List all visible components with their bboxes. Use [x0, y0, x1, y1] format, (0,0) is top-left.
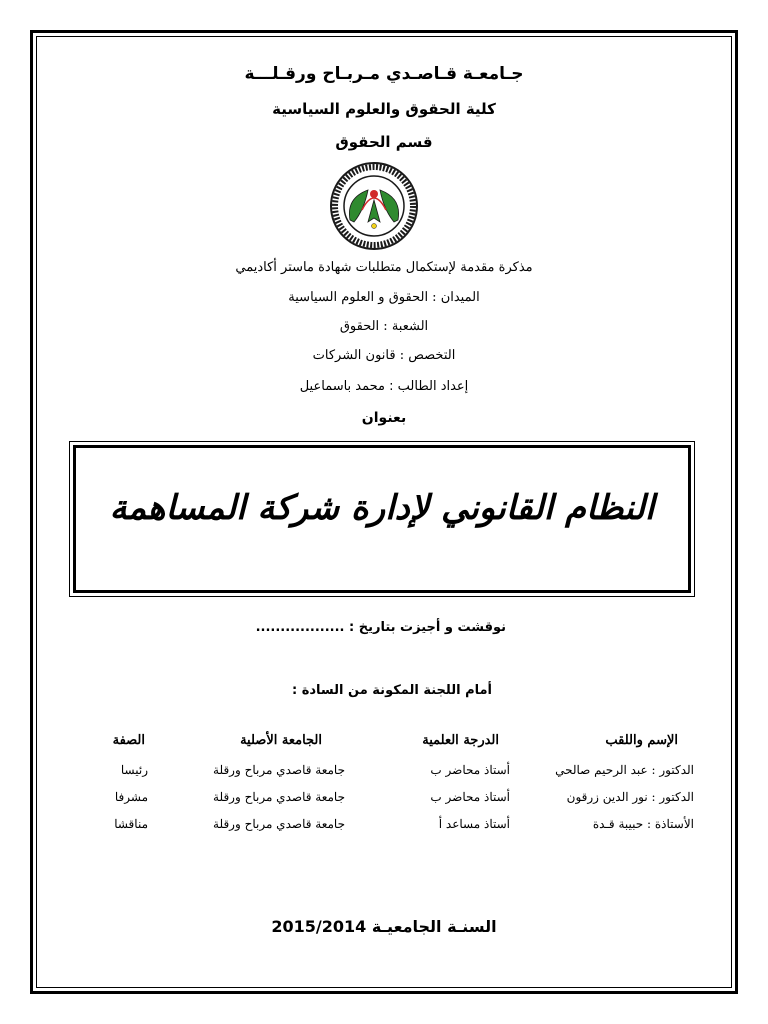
row-3-name: الأستاذة : حبيبة قـدة: [592, 817, 694, 831]
defense-date: نوقشت و أجيزت بتاريخ : ..................: [255, 620, 506, 635]
seal-yellow-dot: [372, 224, 377, 229]
header-role: الصفة: [112, 733, 145, 748]
row-2-role: مشرفا: [114, 790, 148, 804]
row-2-name: الدكتور : نور الدين زرقون: [566, 790, 694, 804]
row-2-rank: أستاذ محاضر ب: [430, 790, 510, 804]
header-name: الإسم واللقب: [605, 733, 678, 748]
title-label: بعنوان: [361, 410, 407, 426]
thesis-title: النظام القانوني لإدارة شركة المساهمة: [109, 488, 655, 528]
committee-intro: أمام اللجنة المكونة من السادة :: [291, 683, 492, 698]
row-3-rank: أستاذ مساعد أ: [438, 817, 510, 831]
row-1-name: الدكتور : عبد الرحيم صالحي: [555, 763, 694, 777]
memo-statement: مذكرة مقدمة لإستكمال متطلبات شهادة ماستر أكاديمي: [235, 260, 533, 275]
row-3-university: جامعة قاصدي مرباح ورقلة: [213, 817, 345, 831]
header-rank: الدرجة العلمية: [422, 733, 499, 748]
field-line: الميدان : الحقوق و العلوم السياسية: [288, 290, 480, 305]
row-2-university: جامعة قاصدي مرباح ورقلة: [213, 790, 345, 804]
university-seal-icon: [324, 160, 424, 252]
seal-red-dot: [370, 190, 378, 198]
row-1-rank: أستاذ محاضر ب: [430, 763, 510, 777]
university-name: جـامعـة قـاصـدي مـربـاح ورقـلـــة: [244, 64, 524, 84]
academic-year: السنـة الجامعيـة 2015/2014: [271, 917, 497, 936]
specialty-line: التخصص : قانون الشركات: [312, 348, 456, 363]
department-name: قسم الحقوق: [335, 133, 433, 151]
row-3-role: مناقشا: [114, 817, 148, 831]
faculty-name: كلية الحقوق والعلوم السياسية: [272, 100, 496, 118]
header-university: الجامعة الأصلية: [240, 733, 322, 748]
student-line: إعداد الطالب : محمد باسماعيل: [299, 379, 469, 394]
row-1-role: رئيسا: [120, 763, 148, 777]
row-1-university: جامعة قاصدي مرباح ورقلة: [213, 763, 345, 777]
branch-line: الشعبة : الحقوق: [339, 319, 429, 334]
